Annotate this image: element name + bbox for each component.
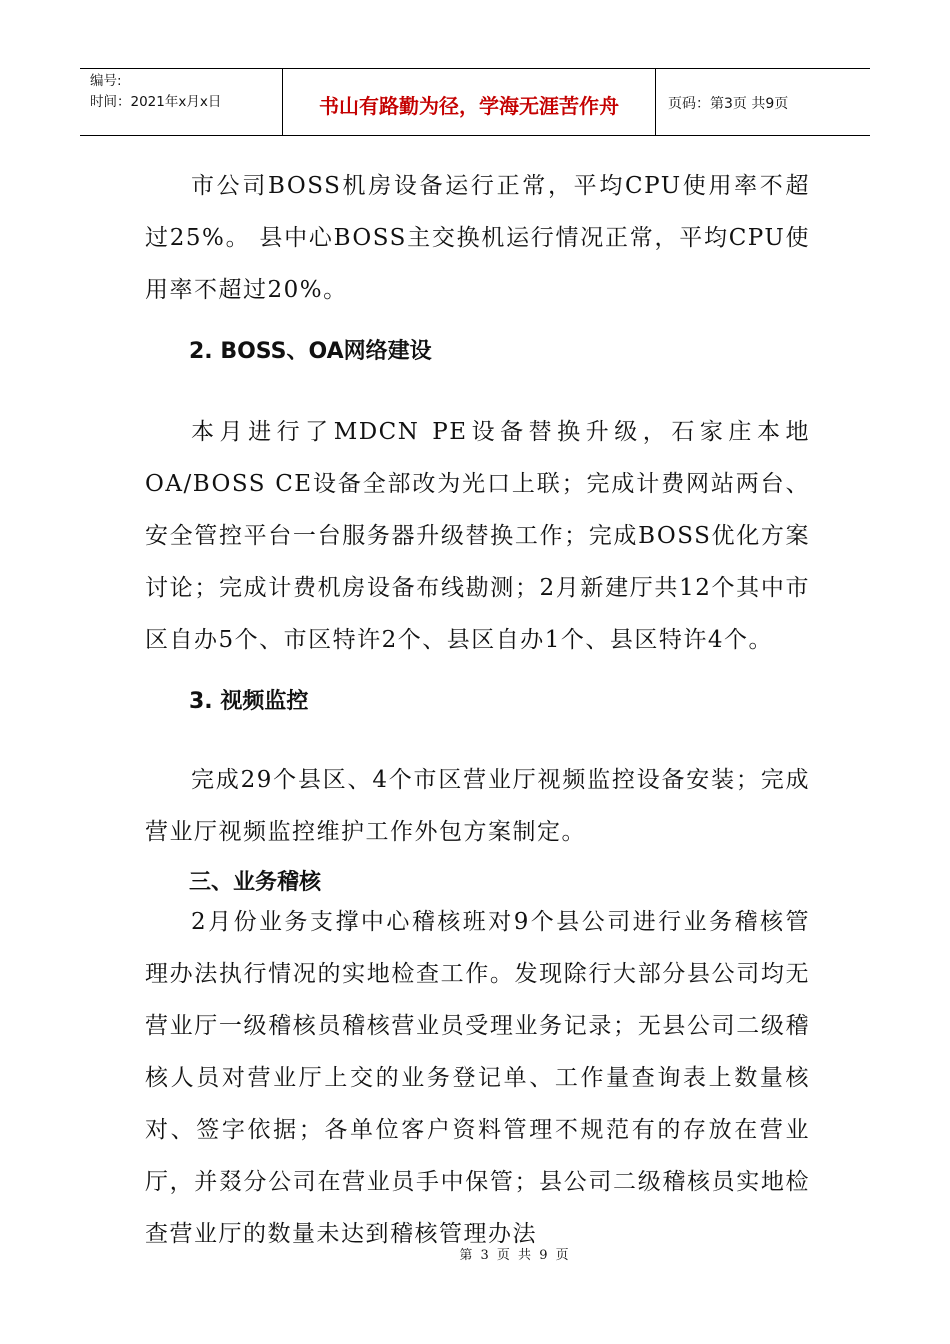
paragraph-network: 本月进行了MDCN PE设备替换升级，石家庄本地OA/BOSS CE设备全部改为光口上联；完成计费网站两台、安全管控平台一台服务器升级替换工作；完成BOSS优化方案讨论；完成计费机房设备布线勘测；2月新建厅共12个其中市区自办5个、市区特许2个、县区自办1个、县区特许4个。 (145, 419, 810, 653)
page-header (80, 68, 870, 136)
header-meta (80, 69, 283, 135)
page-footer: 第 3 页 共 9 页 (459, 1248, 571, 1263)
header-motto: 书山有路勤为径，学海无涯苦作舟 (283, 69, 656, 135)
document-number-label: 编号: (90, 73, 122, 89)
section-heading-video: 3. 视频监控 (189, 689, 309, 714)
document-time-label: 时间：2021年x月x日 (90, 94, 222, 110)
paragraph-boss-cpu: 市公司BOSS机房设备运行正常，平均CPU使用率不超过25%。 县中心BOSS主交换机运行情况正常，平均CPU使用率不超过20%。 (145, 173, 810, 303)
paragraph-video: 完成29个县区、4个市区营业厅视频监控设备安装；完成营业厅视频监控维护工作外包方案制定。 (145, 767, 810, 845)
section-heading-network: 2. BOSS、OA网络建设 (189, 339, 432, 364)
paragraph-audit: 2月份业务支撑中心稽核班对9个县公司进行业务稽核管理办法执行情况的实地检查工作。发现除行大部分县公司均无营业厅一级稽核员稽核营业员受理业务记录；无县公司二级稽核人员对营业厅上交的业务登记单、工作量查询表上数量核对、签字依据；各单位客户资料管理不规范有的存放在营业厅，并叕分公司在营业员手中保管；县公司二级稽核员实地检查营业厅的数量未达到稽核管理办法 (145, 909, 810, 1247)
header-page-code: 页码：第3页 共9页 (668, 96, 789, 112)
document-body (145, 160, 810, 1260)
section-heading-audit: 三、业务稽核 (189, 870, 322, 895)
